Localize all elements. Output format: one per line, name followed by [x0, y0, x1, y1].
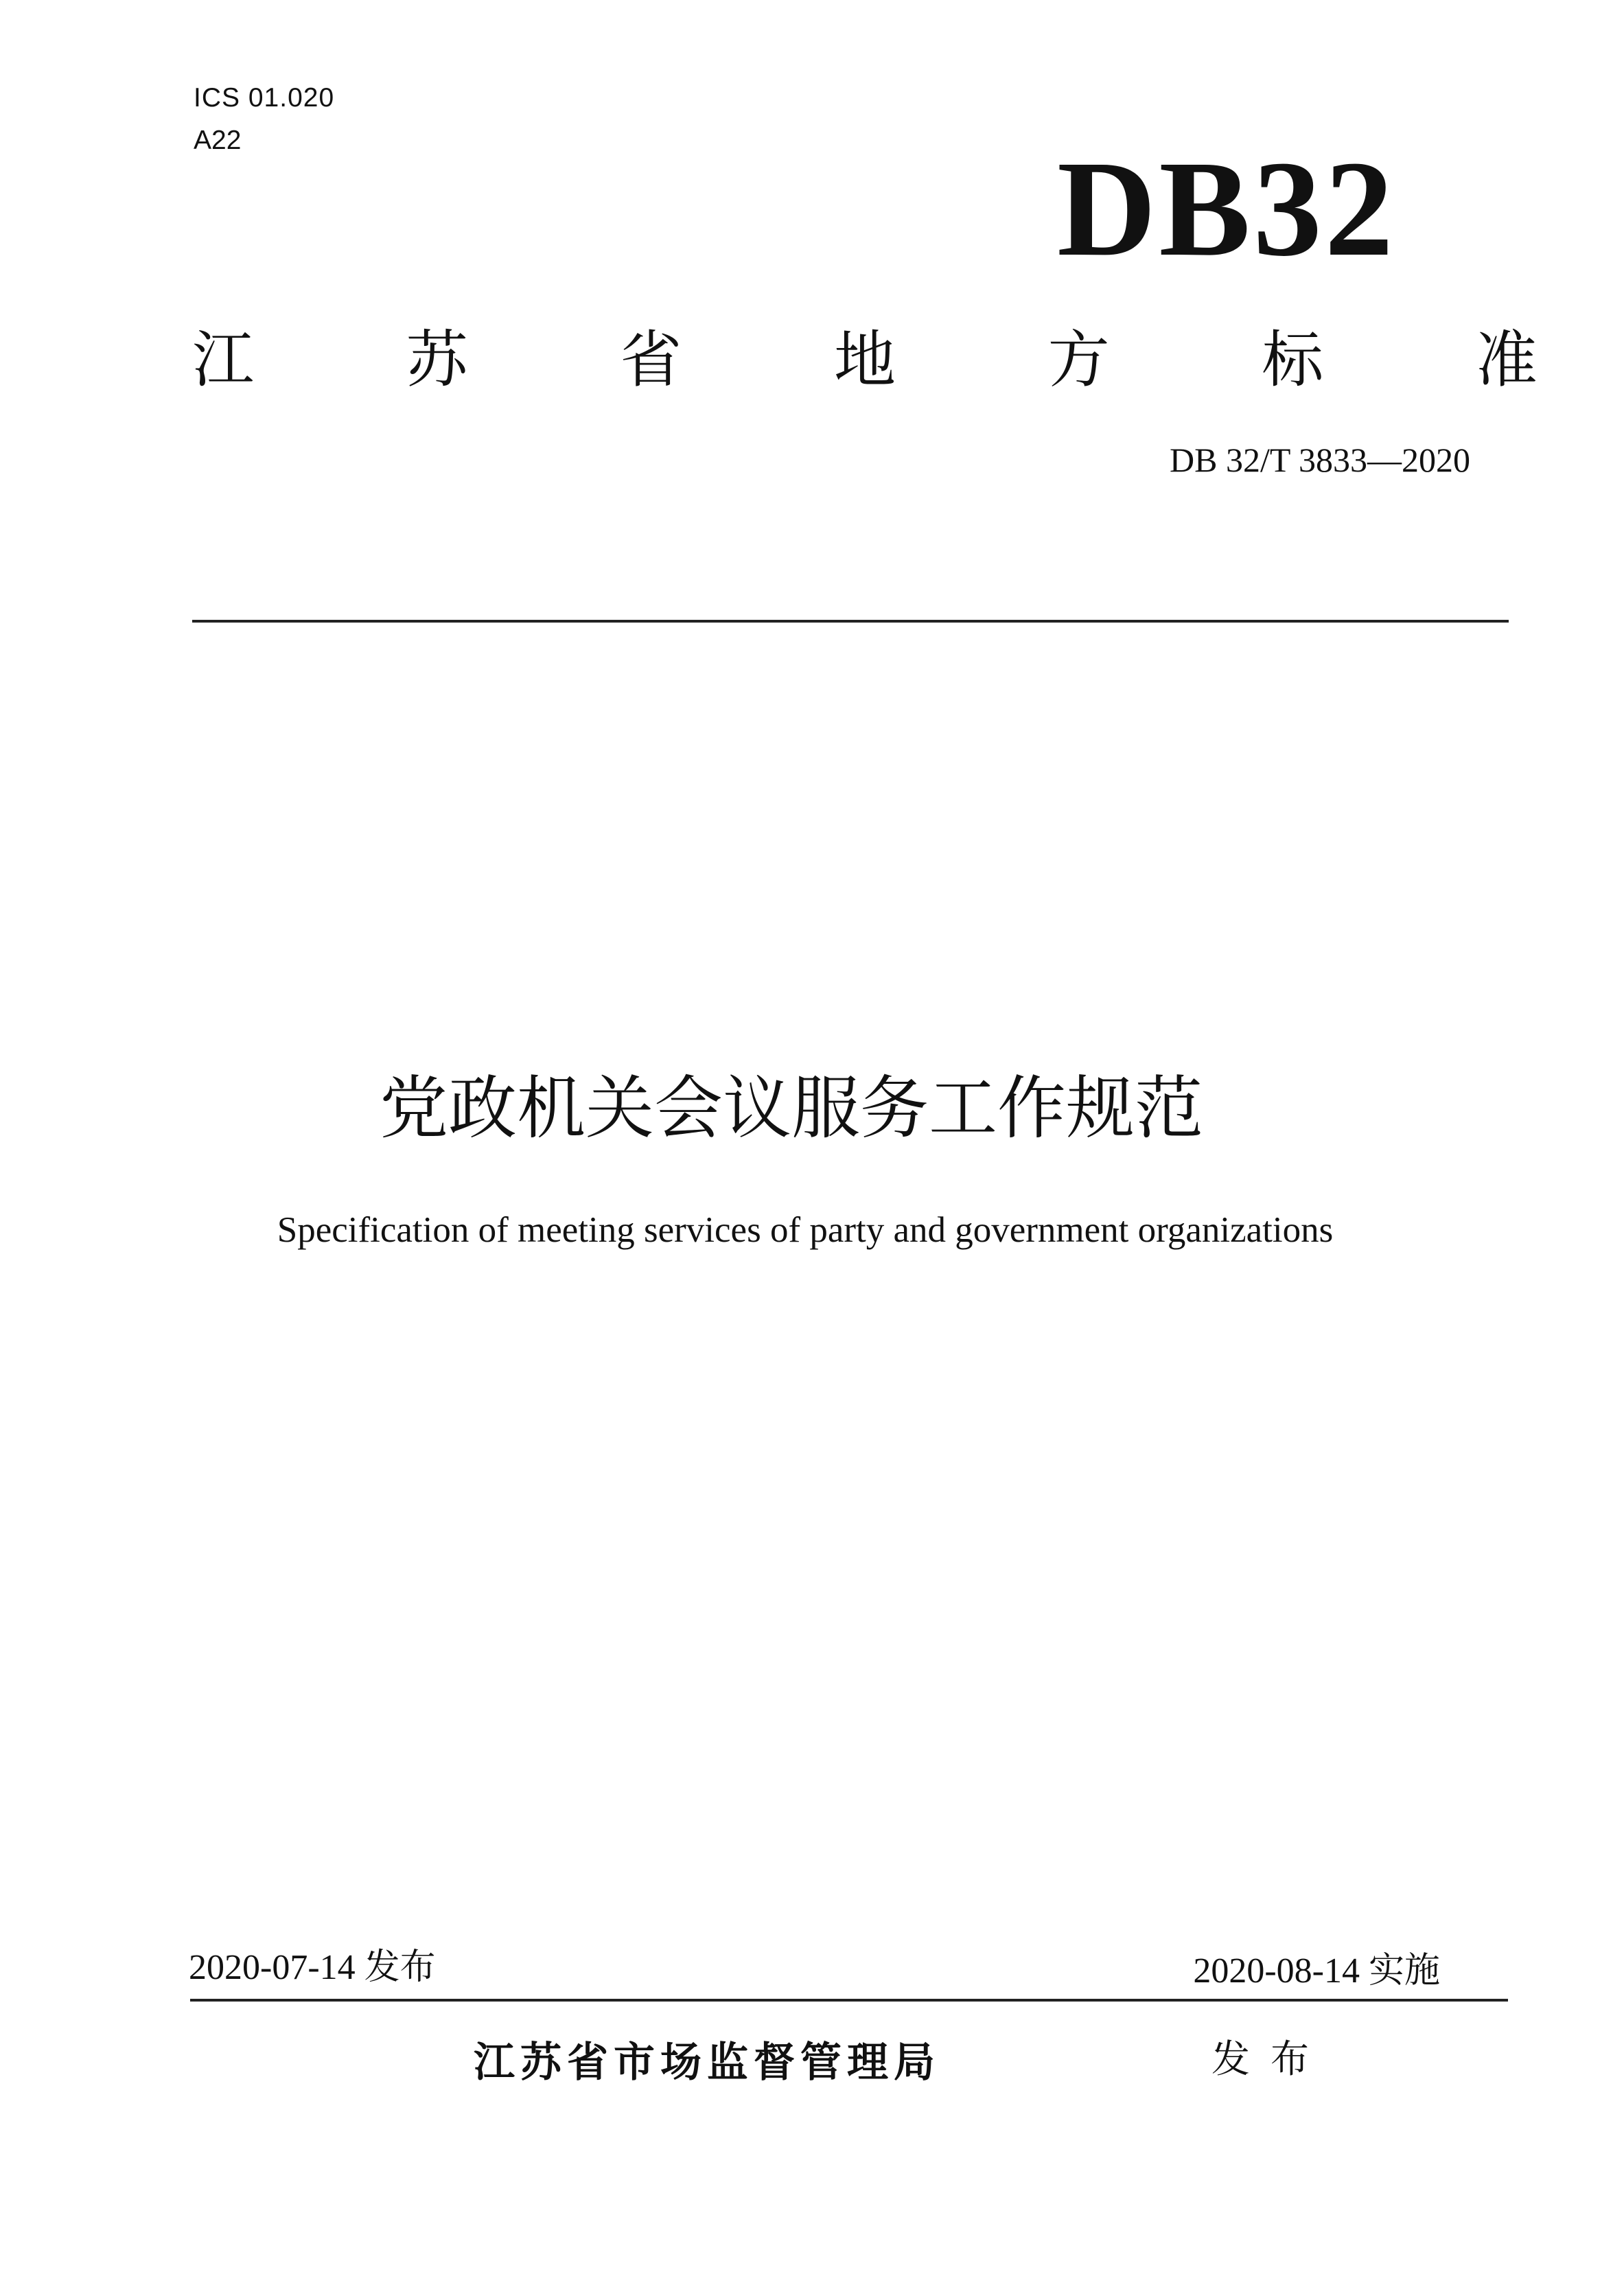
standard-type-char: 江 [192, 324, 254, 396]
standard-type-char: 地 [833, 324, 896, 396]
standard-type-char: 省 [620, 324, 682, 396]
standard-number: DB 32/T 3833—2020 [1170, 441, 1470, 479]
standard-type-char: 方 [1047, 324, 1110, 396]
standard-type [192, 323, 1538, 398]
standard-type-char: 标 [1262, 324, 1324, 396]
ics-code: ICS 01.020 [194, 83, 335, 113]
classification-code: A22 [194, 126, 242, 155]
standard-type-char: 苏 [406, 324, 468, 396]
implement-date: 2020-08-14 实施 [1193, 1951, 1440, 1991]
title-chinese: 党政机关会议服务工作规范 [380, 1068, 1203, 1148]
bottom-divider [190, 1999, 1508, 2002]
publish-date: 2020-07-14 发布 [189, 1948, 436, 1987]
issue-label: 发布 [1211, 2037, 1330, 2082]
db-logo: DB32 [1057, 133, 1396, 285]
standard-type-char: 准 [1475, 324, 1538, 396]
issuing-authority: 江苏省市场监督管理局 [474, 2039, 940, 2087]
top-divider [192, 620, 1509, 623]
title-english: Specification of meeting services of party and government organizations [277, 1210, 1334, 1250]
